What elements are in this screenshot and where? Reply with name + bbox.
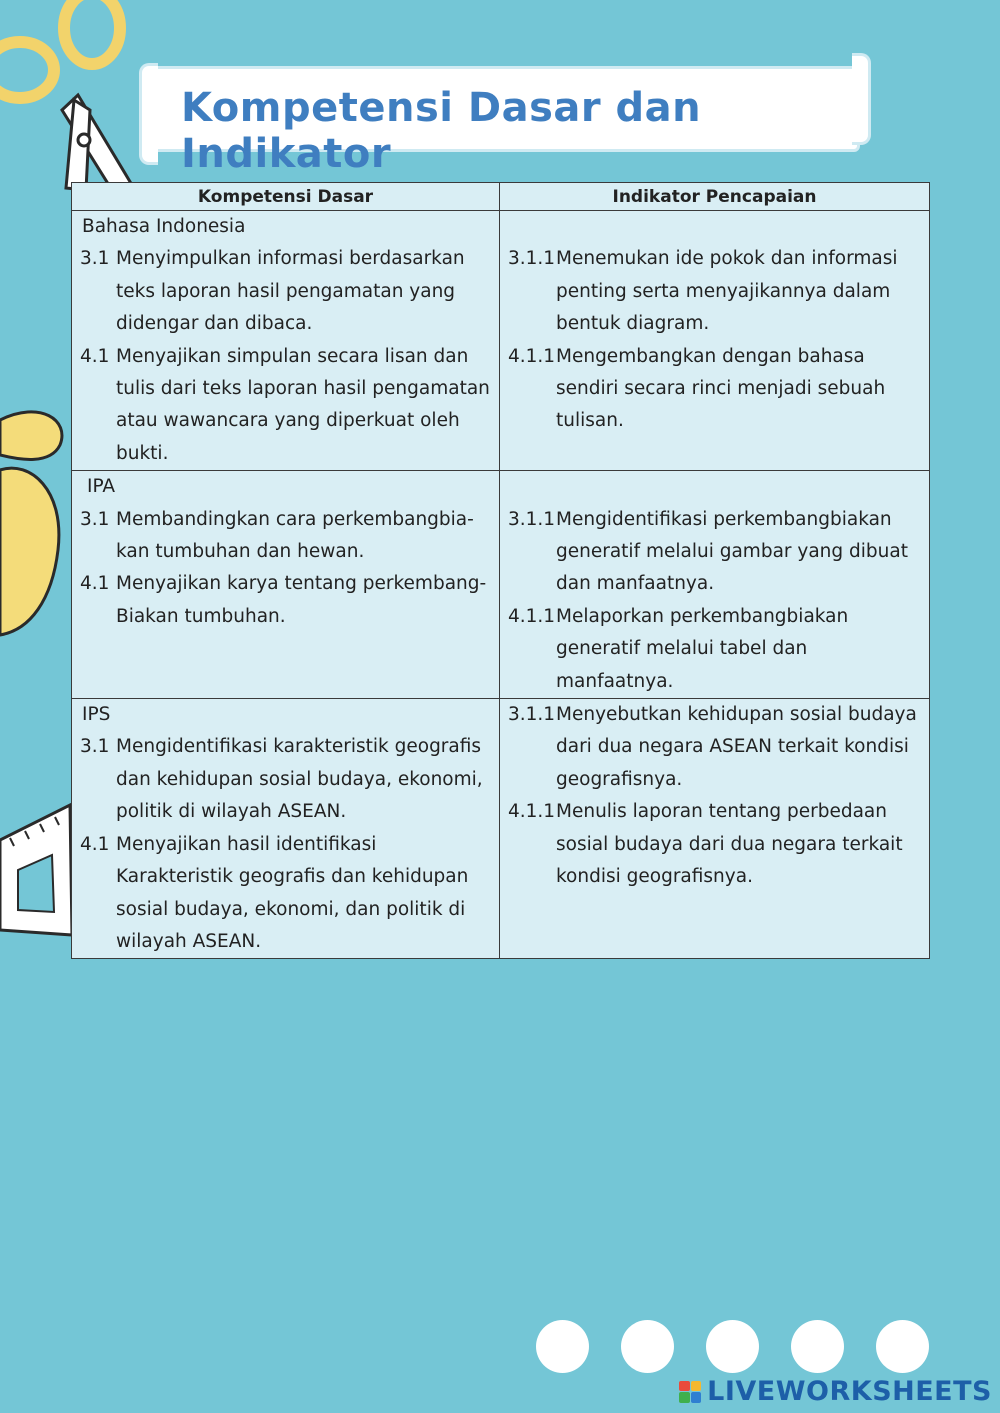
dot — [876, 1320, 929, 1373]
indikator-number: 4.1.1 — [508, 345, 556, 367]
indikator-number: 3.1.1 — [508, 704, 556, 726]
kd-text: Menyajikan hasil identifikasi Karakteristik geografis dan kehidupan sosial budaya, ekonomi, dan politik di wilayah ASEAN. — [116, 833, 469, 952]
indikator-item — [508, 796, 921, 893]
kd-text: Menyajikan karya tentang perkembang-Biakan tumbuhan. — [116, 573, 487, 627]
indikator-text: Melaporkan perkembangbiakan generatif melalui tabel dan manfaatnya. — [556, 605, 849, 692]
kd-text: Menyajikan simpulan secara lisan dan tulis dari teks laporan hasil pengamatan atau wawancara yang diperkuat oleh bukti. — [116, 345, 490, 464]
indikator-number: 4.1.1 — [508, 801, 556, 823]
dot — [706, 1320, 759, 1373]
kd-number: 3.1 — [80, 508, 110, 530]
table-row — [72, 699, 930, 959]
subject-label: Bahasa Indonesia — [82, 216, 246, 237]
dot — [621, 1320, 674, 1373]
subject-label: IPS — [82, 704, 111, 726]
competency-table — [71, 182, 930, 959]
kd-cell — [72, 699, 500, 959]
kd-cell — [72, 471, 500, 699]
indikator-text: Menemukan ide pokok dan informasi penting serta menyajikannya dalam bentuk diagram. — [556, 248, 898, 335]
dot — [536, 1320, 589, 1373]
decorative-dots — [536, 1320, 929, 1373]
indikator-number: 4.1.1 — [508, 605, 556, 627]
title-banner — [150, 66, 860, 177]
table-row — [72, 211, 930, 471]
dot — [791, 1320, 844, 1373]
scissors-icon — [0, 0, 140, 190]
brand-text: LIVEWORKSHEETS — [707, 1376, 992, 1407]
kd-item — [80, 731, 491, 828]
indikator-text: Mengembangkan dengan bahasa sendiri secara rinci menjadi sebuah tulisan. — [556, 345, 886, 432]
liveworksheets-brand[interactable] — [679, 1376, 992, 1407]
liveworksheets-logo-icon — [679, 1381, 701, 1403]
table-header-row — [72, 183, 930, 211]
kd-number: 3.1 — [80, 248, 110, 270]
table-row — [72, 471, 930, 699]
indikator-text: Mengidentifikasi perkembangbiakan generatif melalui gambar yang dibuat dan manfaatnya. — [556, 508, 908, 595]
indikator-cell — [500, 211, 930, 471]
header-kompetensi-dasar: Kompetensi Dasar — [72, 183, 500, 211]
kd-item — [80, 341, 491, 471]
indikator-text: Menyebutkan kehidupan sosial budaya dari dua negara ASEAN terkait kondisi geografisnya. — [556, 704, 917, 790]
indikator-number: 3.1.1 — [508, 248, 556, 270]
kd-number: 4.1 — [80, 833, 110, 855]
kd-item — [80, 504, 491, 569]
indikator-item — [508, 243, 921, 340]
kd-cell — [72, 211, 500, 471]
kd-item — [80, 568, 491, 633]
kd-text: Mengidentifikasi karakteristik geografis dan kehidupan sosial budaya, ekonomi, politik di wilayah ASEAN. — [116, 736, 483, 823]
subject-label: IPA — [87, 476, 116, 498]
indikator-number: 3.1.1 — [508, 508, 556, 530]
kd-text: Membandingkan cara perkembangbia-kan tumbuhan dan hewan. — [116, 508, 474, 563]
kd-number: 4.1 — [80, 573, 110, 595]
indikator-item — [508, 341, 921, 438]
kd-number: 3.1 — [80, 736, 110, 758]
indikator-cell — [500, 699, 930, 959]
kd-text: Menyimpulkan informasi berdasarkan teks laporan hasil pengamatan yang didengar dan dibaca. — [116, 248, 465, 335]
header-indikator: Indikator Pencapaian — [500, 183, 930, 211]
kd-item — [80, 829, 491, 959]
indikator-text: Menulis laporan tentang perbedaan sosial budaya dari dua negara terkait kondisi geografisnya. — [556, 801, 903, 888]
kd-item — [80, 243, 491, 340]
indikator-item — [508, 699, 921, 796]
ribbon-icon — [0, 400, 80, 640]
indikator-item — [508, 601, 921, 698]
indikator-cell — [500, 471, 930, 699]
page-title: Kompetensi Dasar dan Indikator — [181, 85, 702, 177]
kd-number: 4.1 — [80, 345, 110, 367]
indikator-item — [508, 504, 921, 601]
ruler-icon — [0, 800, 75, 940]
